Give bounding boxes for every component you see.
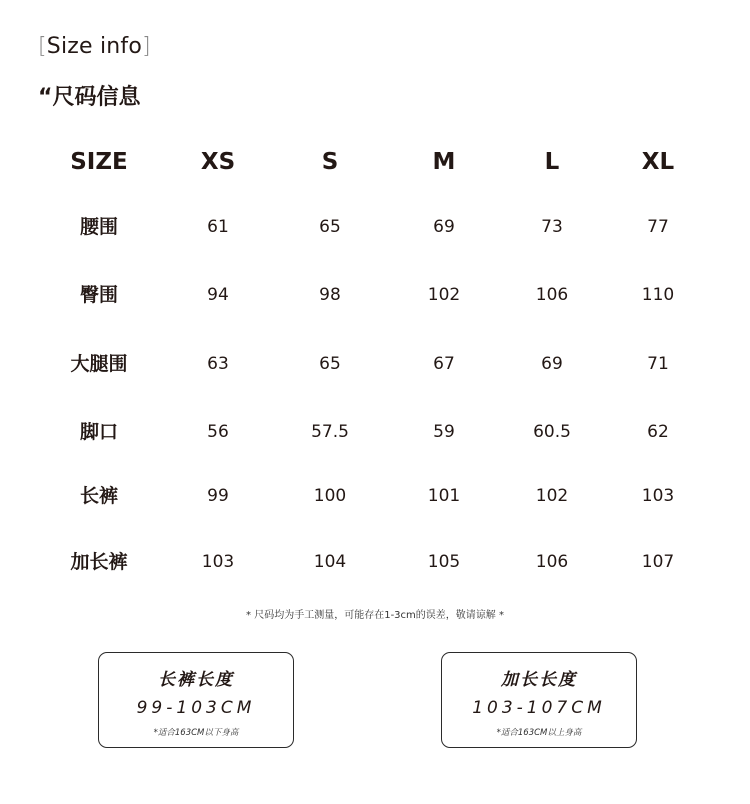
table-cell: 107	[641, 552, 675, 572]
row-label: 臀围	[79, 284, 119, 306]
box-title: 加长长度	[501, 670, 577, 690]
table-row	[0, 349, 750, 379]
column-header: M	[432, 149, 456, 175]
table-cell: 103	[641, 486, 675, 506]
table-row	[0, 212, 750, 242]
length-box-regular	[98, 652, 294, 748]
row-label: 大腿围	[70, 353, 128, 375]
bracket-open: [	[38, 34, 47, 59]
table-cell: 56	[207, 422, 229, 442]
table-cell: 65	[319, 354, 341, 374]
table-cell: 104	[313, 552, 347, 572]
row-label: 加长裤	[70, 551, 128, 573]
table-cell: 102	[427, 285, 461, 305]
table-cell: 69	[541, 354, 563, 374]
table-row	[0, 280, 750, 310]
column-header: SIZE	[70, 149, 128, 175]
size-info-subtitle: “尺码信息	[38, 85, 141, 110]
table-cell: 98	[319, 285, 341, 305]
table-cell: 105	[427, 552, 461, 572]
table-cell: 69	[433, 217, 455, 237]
table-cell: 102	[535, 486, 569, 506]
box-title: 长裤长度	[158, 670, 234, 690]
table-cell: 63	[207, 354, 229, 374]
box-subtext: *适合163CM以上身高	[496, 728, 582, 738]
table-cell: 60.5	[533, 422, 571, 442]
table-row	[0, 547, 750, 577]
table-cell: 65	[319, 217, 341, 237]
table-header-row	[0, 147, 750, 177]
table-cell: 101	[427, 486, 461, 506]
table-cell: 100	[313, 486, 347, 506]
table-row	[0, 417, 750, 447]
row-label: 脚口	[79, 421, 119, 443]
table-cell: 106	[535, 552, 569, 572]
bracket-close: ]	[142, 34, 151, 59]
table-cell: 110	[641, 285, 675, 305]
table-cell: 61	[207, 217, 229, 237]
measurement-note: * 尺码均为手工测量，可能存在1-3cm的误差，敬请谅解 *	[246, 610, 504, 621]
column-header: XL	[641, 149, 675, 175]
row-label: 长裤	[79, 485, 119, 507]
table-cell: 57.5	[311, 422, 349, 442]
table-row	[0, 481, 750, 511]
table-cell: 99	[207, 486, 229, 506]
table-cell: 77	[647, 217, 669, 237]
column-header: L	[544, 149, 560, 175]
row-label: 腰围	[79, 216, 119, 238]
table-cell: 62	[647, 422, 669, 442]
table-cell: 106	[535, 285, 569, 305]
length-box-long	[441, 652, 637, 748]
table-cell: 103	[201, 552, 235, 572]
table-cell: 73	[541, 217, 563, 237]
box-value: 99-103CM	[136, 698, 256, 718]
table-cell: 59	[433, 422, 455, 442]
size-info-heading	[38, 34, 151, 59]
size-info-title: Size info	[46, 34, 143, 59]
column-header: XS	[200, 149, 236, 175]
table-cell: 94	[207, 285, 229, 305]
box-subtext: *适合163CM以下身高	[153, 728, 239, 738]
table-cell: 71	[647, 354, 669, 374]
box-value: 103-107CM	[472, 698, 606, 718]
table-cell: 67	[433, 354, 455, 374]
column-header: S	[321, 149, 339, 175]
